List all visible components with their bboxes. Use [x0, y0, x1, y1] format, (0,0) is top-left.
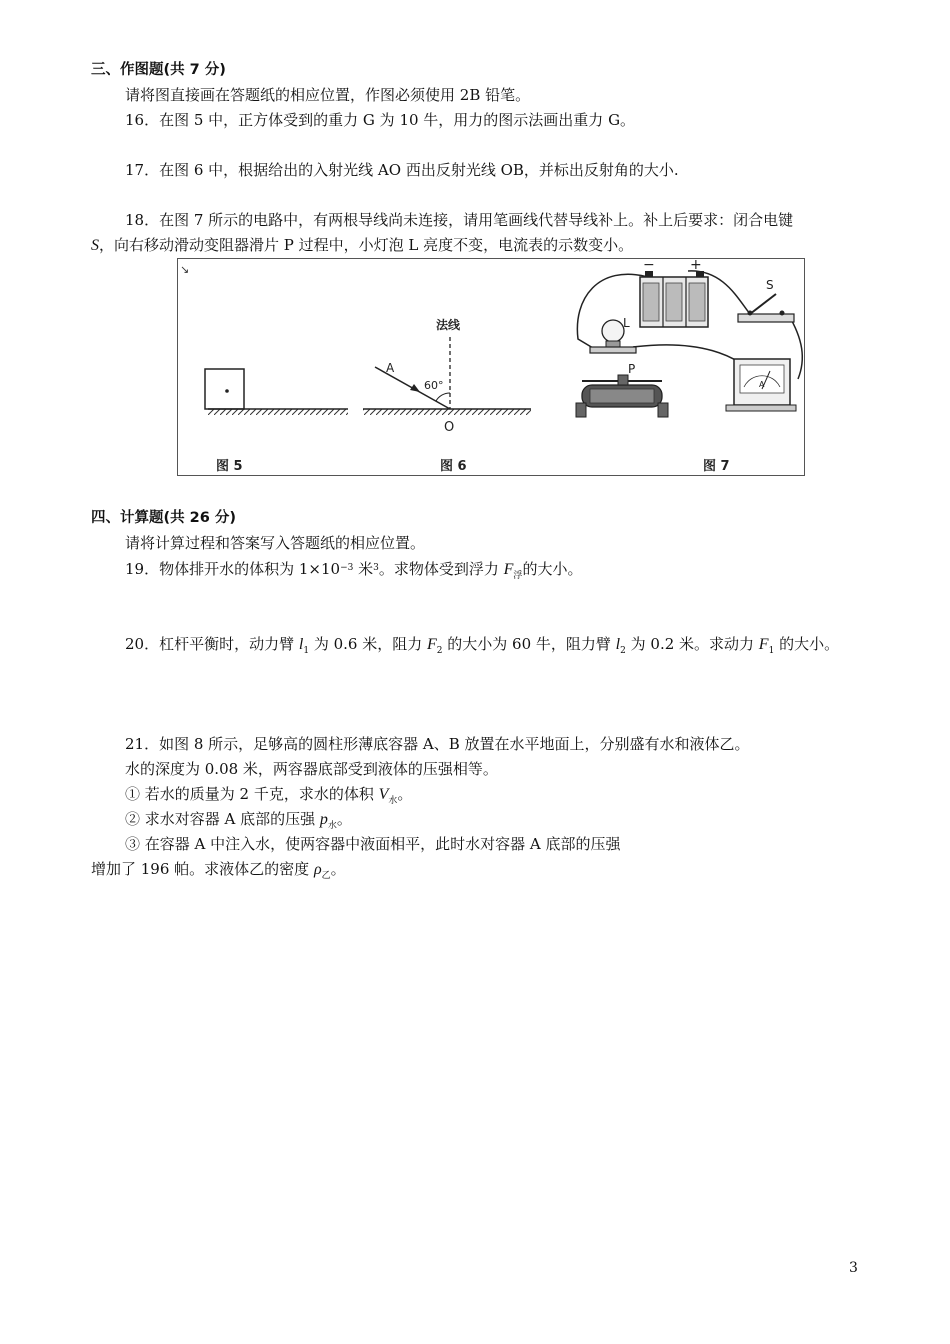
q21-p3-sub: 乙 — [321, 871, 331, 881]
question-21-line1: 21．如图 8 所示，足够高的圆柱形薄底容器 A、B 放置在水平地面上，分别盛有水和液体乙。 — [125, 735, 750, 753]
q20-f1-sub: 1 — [768, 646, 775, 656]
q20-l2: l — [615, 636, 621, 653]
figures-drawing — [178, 259, 806, 477]
figure-7 — [576, 259, 802, 474]
q21-p2-pressure-symbol: p — [319, 811, 328, 828]
q21-p1-text-a: ① 若水的质量为 2 千克，求水的体积 — [125, 785, 379, 803]
q21-p3-text-a: 增加了 196 帕。求液体乙的密度 — [91, 860, 314, 878]
q19-text-c: 。求物体受到浮力 — [378, 560, 504, 578]
figures-panel — [177, 258, 805, 476]
q20-text-b: 为 0.6 米，阻力 — [309, 635, 427, 653]
fig5-caption: 图 5 — [216, 459, 243, 474]
switch-symbol: S — [91, 237, 99, 254]
q19-text-a: 19．物体排开水的体积为 1×10 — [125, 560, 341, 578]
q20-f2: F — [426, 636, 437, 653]
question-16: 16．在图 5 中，正方体受到的重力 G 为 10 牛，用力的图示法画出重力 G。 — [125, 111, 636, 129]
q21-p1-volume-symbol: V — [378, 786, 389, 803]
q20-text-e: 的大小。 — [774, 635, 840, 653]
fig6-label-a: A — [386, 361, 395, 375]
question-18-line2-text: ，向右移动滑动变阻器滑片 P 过程中，小灯泡 L 亮度不变，电流表的示数变小。 — [99, 236, 634, 254]
question-18-line1: 18．在图 7 所示的电路中，有两根导线尚未连接，请用笔画线代替导线补上。补上后要求：闭合电键 — [125, 211, 794, 229]
q21-p1-sub: 水 — [388, 796, 398, 806]
question-19 — [125, 557, 582, 587]
fig5-ground-hatch — [208, 409, 348, 415]
q20-f2-sub: 2 — [436, 646, 443, 656]
fig7-caption: 图 7 — [703, 459, 730, 474]
fig7-minus-label: − — [643, 259, 655, 273]
q19-force-symbol: F — [503, 561, 514, 578]
page-number: 3 — [849, 1260, 858, 1276]
question-21-part3: ③ 在容器 A 中注入水，使两容器中液面相平，此时水对容器 A 底部的压强 — [125, 835, 621, 853]
fig6-caption: 图 6 — [440, 459, 467, 474]
section4-heading: 四、计算题(共 26 分) — [91, 510, 237, 526]
fig6-angle-label: 60° — [424, 379, 444, 392]
fig6-angle-arc — [436, 393, 450, 401]
svg-text:↘: ↘ — [180, 263, 190, 276]
q21-p2-sub: 水 — [327, 821, 337, 831]
fig5-cube — [205, 369, 244, 409]
q20-f1: F — [758, 636, 769, 653]
fig7-rheostat — [576, 375, 668, 417]
q19-force-sub: 浮 — [513, 571, 523, 581]
fig7-lamp-label: L — [623, 316, 630, 330]
fig6-mirror-hatch — [363, 409, 531, 415]
q20-l2-sub: 2 — [620, 646, 626, 656]
question-21-part3-cont — [91, 858, 346, 887]
fig5-center-dot — [225, 389, 229, 393]
fig6-normal-label: 法线 — [436, 318, 461, 332]
q21-p2-text-b: 。 — [336, 810, 352, 828]
q19-exponent: −3 — [340, 563, 354, 573]
section4-instruction: 请将计算过程和答案写入答题纸的相应位置。 — [125, 534, 426, 552]
q20-text-d: 为 0.2 米。求动力 — [625, 635, 759, 653]
section3-instruction: 请将图直接画在答题纸的相应位置，作图必须使用 2B 铅笔。 — [125, 86, 531, 104]
q20-l1-sub: 1 — [303, 646, 310, 656]
q21-p2-text-a: ② 求水对容器 A 底部的压强 — [125, 810, 320, 828]
section3-heading: 三、作图题(共 7 分) — [91, 62, 226, 78]
question-17: 17．在图 6 中，根据给出的入射光线 AO 西出反射光线 OB，并标出反射角的大小. — [125, 161, 679, 179]
question-20 — [125, 633, 839, 662]
question-21-line2: 水的深度为 0.08 米，两容器底部受到液体的压强相等。 — [125, 760, 498, 778]
fig7-plus-label: + — [690, 259, 702, 273]
fig7-battery — [640, 271, 708, 327]
q20-text-a: 20．杠杆平衡时，动力臂 — [125, 635, 299, 653]
q21-p3-density-symbol: ρ — [313, 861, 322, 878]
q19-text-b: 米 — [353, 560, 374, 578]
q19-unit-exponent: 3 — [373, 563, 379, 573]
fig6-ray-arrow — [410, 384, 420, 392]
q20-text-c: 的大小为 60 牛，阻力臂 — [442, 635, 616, 653]
fig7-ammeter-label: A — [759, 380, 765, 389]
q19-text-d: 的大小。 — [522, 560, 583, 578]
q21-p3-text-b: 。 — [330, 860, 346, 878]
question-18-line2 — [91, 234, 633, 257]
fig7-slider-label: P — [628, 362, 636, 376]
fig7-switch-label: S — [766, 278, 774, 292]
q20-l1: l — [298, 636, 304, 653]
q21-p1-text-b: 。 — [397, 785, 413, 803]
fig6-label-o: O — [444, 420, 455, 435]
figure-5 — [205, 369, 348, 474]
figure-6 — [363, 317, 531, 474]
